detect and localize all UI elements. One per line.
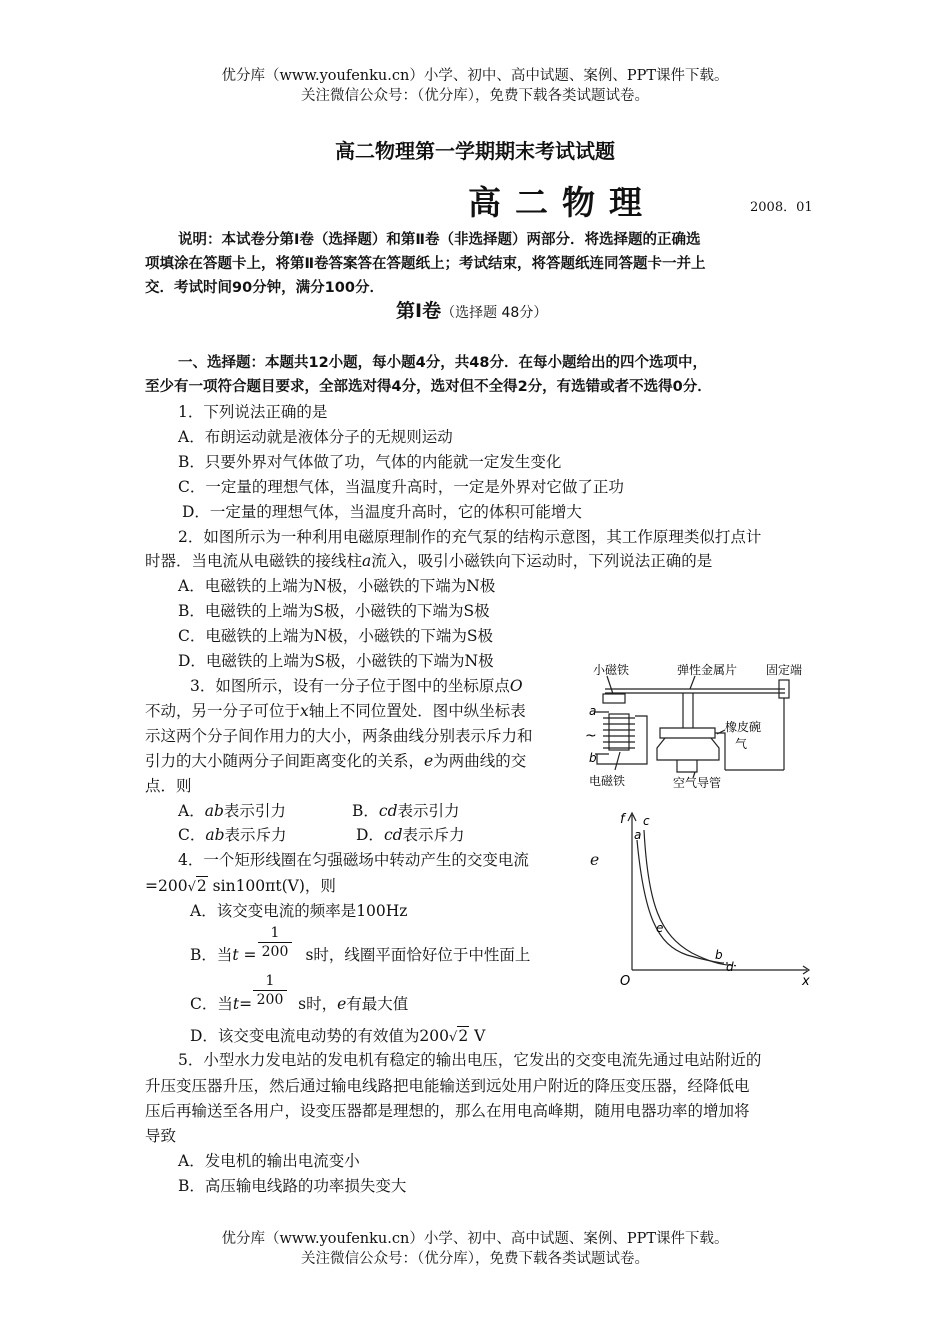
q2-stem-line1: 2．如图所示为一种利用电磁原理制作的充气泵的结构示意图，其工作原理类似打点计 (178, 528, 762, 546)
graph-label-a: a (634, 828, 642, 842)
q5-stem-line3: 压后再输送至各用户，设变压器都是理想的，那么在用电高峰期，随用电器功率的增加将 (145, 1102, 750, 1120)
site-footer-line2: 关注微信公众号：（优分库），免费下载各类试题试卷。 (301, 1251, 649, 1267)
q5-option-b: B．高压输电线路的功率损失变大 (178, 1177, 407, 1195)
intro-line2: 项填涂在答题卡上，将第Ⅱ卷答案答在答题纸上；考试结束，将答题纸连同答题卡一并上 (145, 256, 706, 272)
graph-origin-label: O (620, 974, 631, 989)
exam-title: 高二物理第一学期期末考试试题 (335, 139, 615, 163)
graph-label-b: b (715, 948, 723, 962)
force-graph (612, 805, 817, 990)
curve-ab (636, 845, 737, 964)
label-rubber-bowl: 橡皮碗 (725, 720, 762, 734)
q4-option-a: A．该交变电流的频率是100Hz (190, 902, 408, 920)
q3-stem-line5: 点．则 (145, 777, 192, 795)
q4-option-b: B．当t = s时，线圈平面恰好位于中性面上 (190, 946, 531, 964)
q4-stem-line1: 4．一个矩形线圈在匀强磁场中转动产生的交变电流 (178, 851, 529, 869)
q4-option-b-fraction: $\frac{1}{200}$ (258, 924, 292, 961)
intro-line1: 说明：本试卷分第Ⅰ卷（选择题）和第Ⅱ卷（非选择题）两部分．将选择题的正确选 (178, 232, 701, 248)
q1-option-c: C．一定量的理想气体，当温度升高时，一定是外界对它做了正功 (178, 478, 624, 496)
air-pump-diagram (585, 660, 810, 795)
subject-title: 高二物理 (468, 183, 656, 222)
label-gas: 气 (735, 737, 748, 751)
q5-option-a: A．发电机的输出电流变小 (178, 1152, 360, 1170)
air-tube (677, 760, 697, 772)
q3-option-c: C．ab表示斥力 (178, 826, 287, 844)
site-footer-line1: 优分库（www.youfenku.cn）小学、初中、高中试题、案例、PPT课件下载。 (221, 1231, 729, 1247)
q2-option-a: A．电磁铁的上端为N极，小磁铁的下端为N极 (178, 577, 496, 595)
instructions-line1: 一、选择题：本题共12小题，每小题4分，共48分．在每小题给出的四个选项中， (178, 355, 707, 371)
instructions-line2: 至少有一项符合题目要求，全部选对得4分，选对但不全得2分，有选错或者不选得0分． (145, 379, 712, 395)
q3-stem-line2: 不动，另一分子可位于x轴上不同位置处．图中纵坐标表 (145, 702, 526, 720)
rubber-bowl (660, 728, 715, 738)
q3-option-d: D．cd表示斥力 (356, 826, 465, 844)
q4-option-c-fraction: $\frac{1}{200}$ (253, 972, 287, 1009)
q1-option-b: B．只要外界对气体做了功，气体的内能就一定发生变化 (178, 453, 562, 471)
section-heading (396, 301, 547, 323)
label-fixed-end: 固定端 (766, 663, 803, 677)
sqrt-value: 2 (196, 877, 207, 895)
q5-stem-line1: 5．小型水力发电站的发电机有稳定的输出电压，它发出的交变电流先通过电站附近的 (178, 1051, 762, 1069)
q2-option-c: C．电磁铁的上端为N极，小磁铁的下端为S极 (178, 627, 494, 645)
graph-label-e: e (656, 921, 664, 935)
q4-option-c: C．当t= s时，e有最大值 (190, 995, 409, 1013)
q5-stem-line4: 导致 (145, 1127, 177, 1145)
q3-option-b: B．cd表示引力 (352, 802, 460, 820)
intro-line3: 交．考试时间90分钟，满分100分． (145, 280, 384, 296)
q1-stem: 1．下列说法正确的是 (178, 403, 328, 421)
site-header-line1: 优分库（www.youfenku.cn）小学、初中、高中试题、案例、PPT课件下载。 (221, 68, 729, 84)
q4-stem-line2: =200√2 sin100πt(V)，则 (145, 877, 336, 895)
graph-label-d: d (726, 960, 734, 974)
label-terminal-b: b (589, 751, 597, 765)
q3-stem-line4: 引力的大小随两分子间距离变化的关系，e为两曲线的交 (145, 752, 527, 770)
q3-stem-line1: 3．如图所示，设有一分子位于图中的坐标原点O (190, 677, 523, 695)
q5-stem-line2: 升压变压器升压，然后通过输电线路把电能输送到远处用户附近的降压变压器，经降低电 (145, 1077, 750, 1095)
graph-y-label: f (620, 812, 625, 827)
graph-x-label: x (802, 974, 810, 989)
q2-option-b: B．电磁铁的上端为S极，小磁铁的下端为S极 (178, 602, 490, 620)
terminal-a-var: a (362, 552, 372, 570)
label-air-tube: 空气导管 (673, 776, 722, 790)
label-spring-sheet: 弹性金属片 (677, 663, 738, 677)
q1-option-a: A．布朗运动就是液体分子的无规则运动 (178, 428, 453, 446)
electromagnet-core (609, 714, 629, 750)
small-magnet-block (603, 694, 625, 703)
exam-date: 2008．01 (750, 200, 813, 215)
graph-label-c: c (643, 814, 650, 828)
q1-option-d: D．一定量的理想气体，当温度升高时，它的体积可能增大 (182, 503, 582, 521)
curve-cd-line (644, 830, 730, 965)
label-terminal-a: a (589, 704, 597, 718)
label-electromagnet: 电磁铁 (589, 774, 626, 788)
q3-option-a: A．ab表示引力 (178, 802, 286, 820)
ac-source-icon: ~ (585, 728, 597, 744)
label-small-magnet: 小磁铁 (593, 663, 630, 677)
q3-stem-line3: 示这两个分子间作用力的大小，两条曲线分别表示斥力和 (145, 727, 533, 745)
q4-option-d: D．该交变电流电动势的有效值为200√2 V (190, 1027, 486, 1045)
q4-var-e: e (590, 851, 600, 869)
section-label: 第Ⅰ卷 (396, 300, 442, 322)
q2-option-d: D．电磁铁的上端为S极，小磁铁的下端为N极 (178, 652, 494, 670)
site-header-line2: 关注微信公众号：（优分库），免费下载各类试题试卷。 (301, 88, 649, 104)
section-sub: （选择题 48分） (441, 305, 548, 321)
q2-stem-line2: 时器．当电流从电磁铁的接线柱a流入，吸引小磁铁向下运动时，下列说法正确的是 (145, 552, 713, 570)
